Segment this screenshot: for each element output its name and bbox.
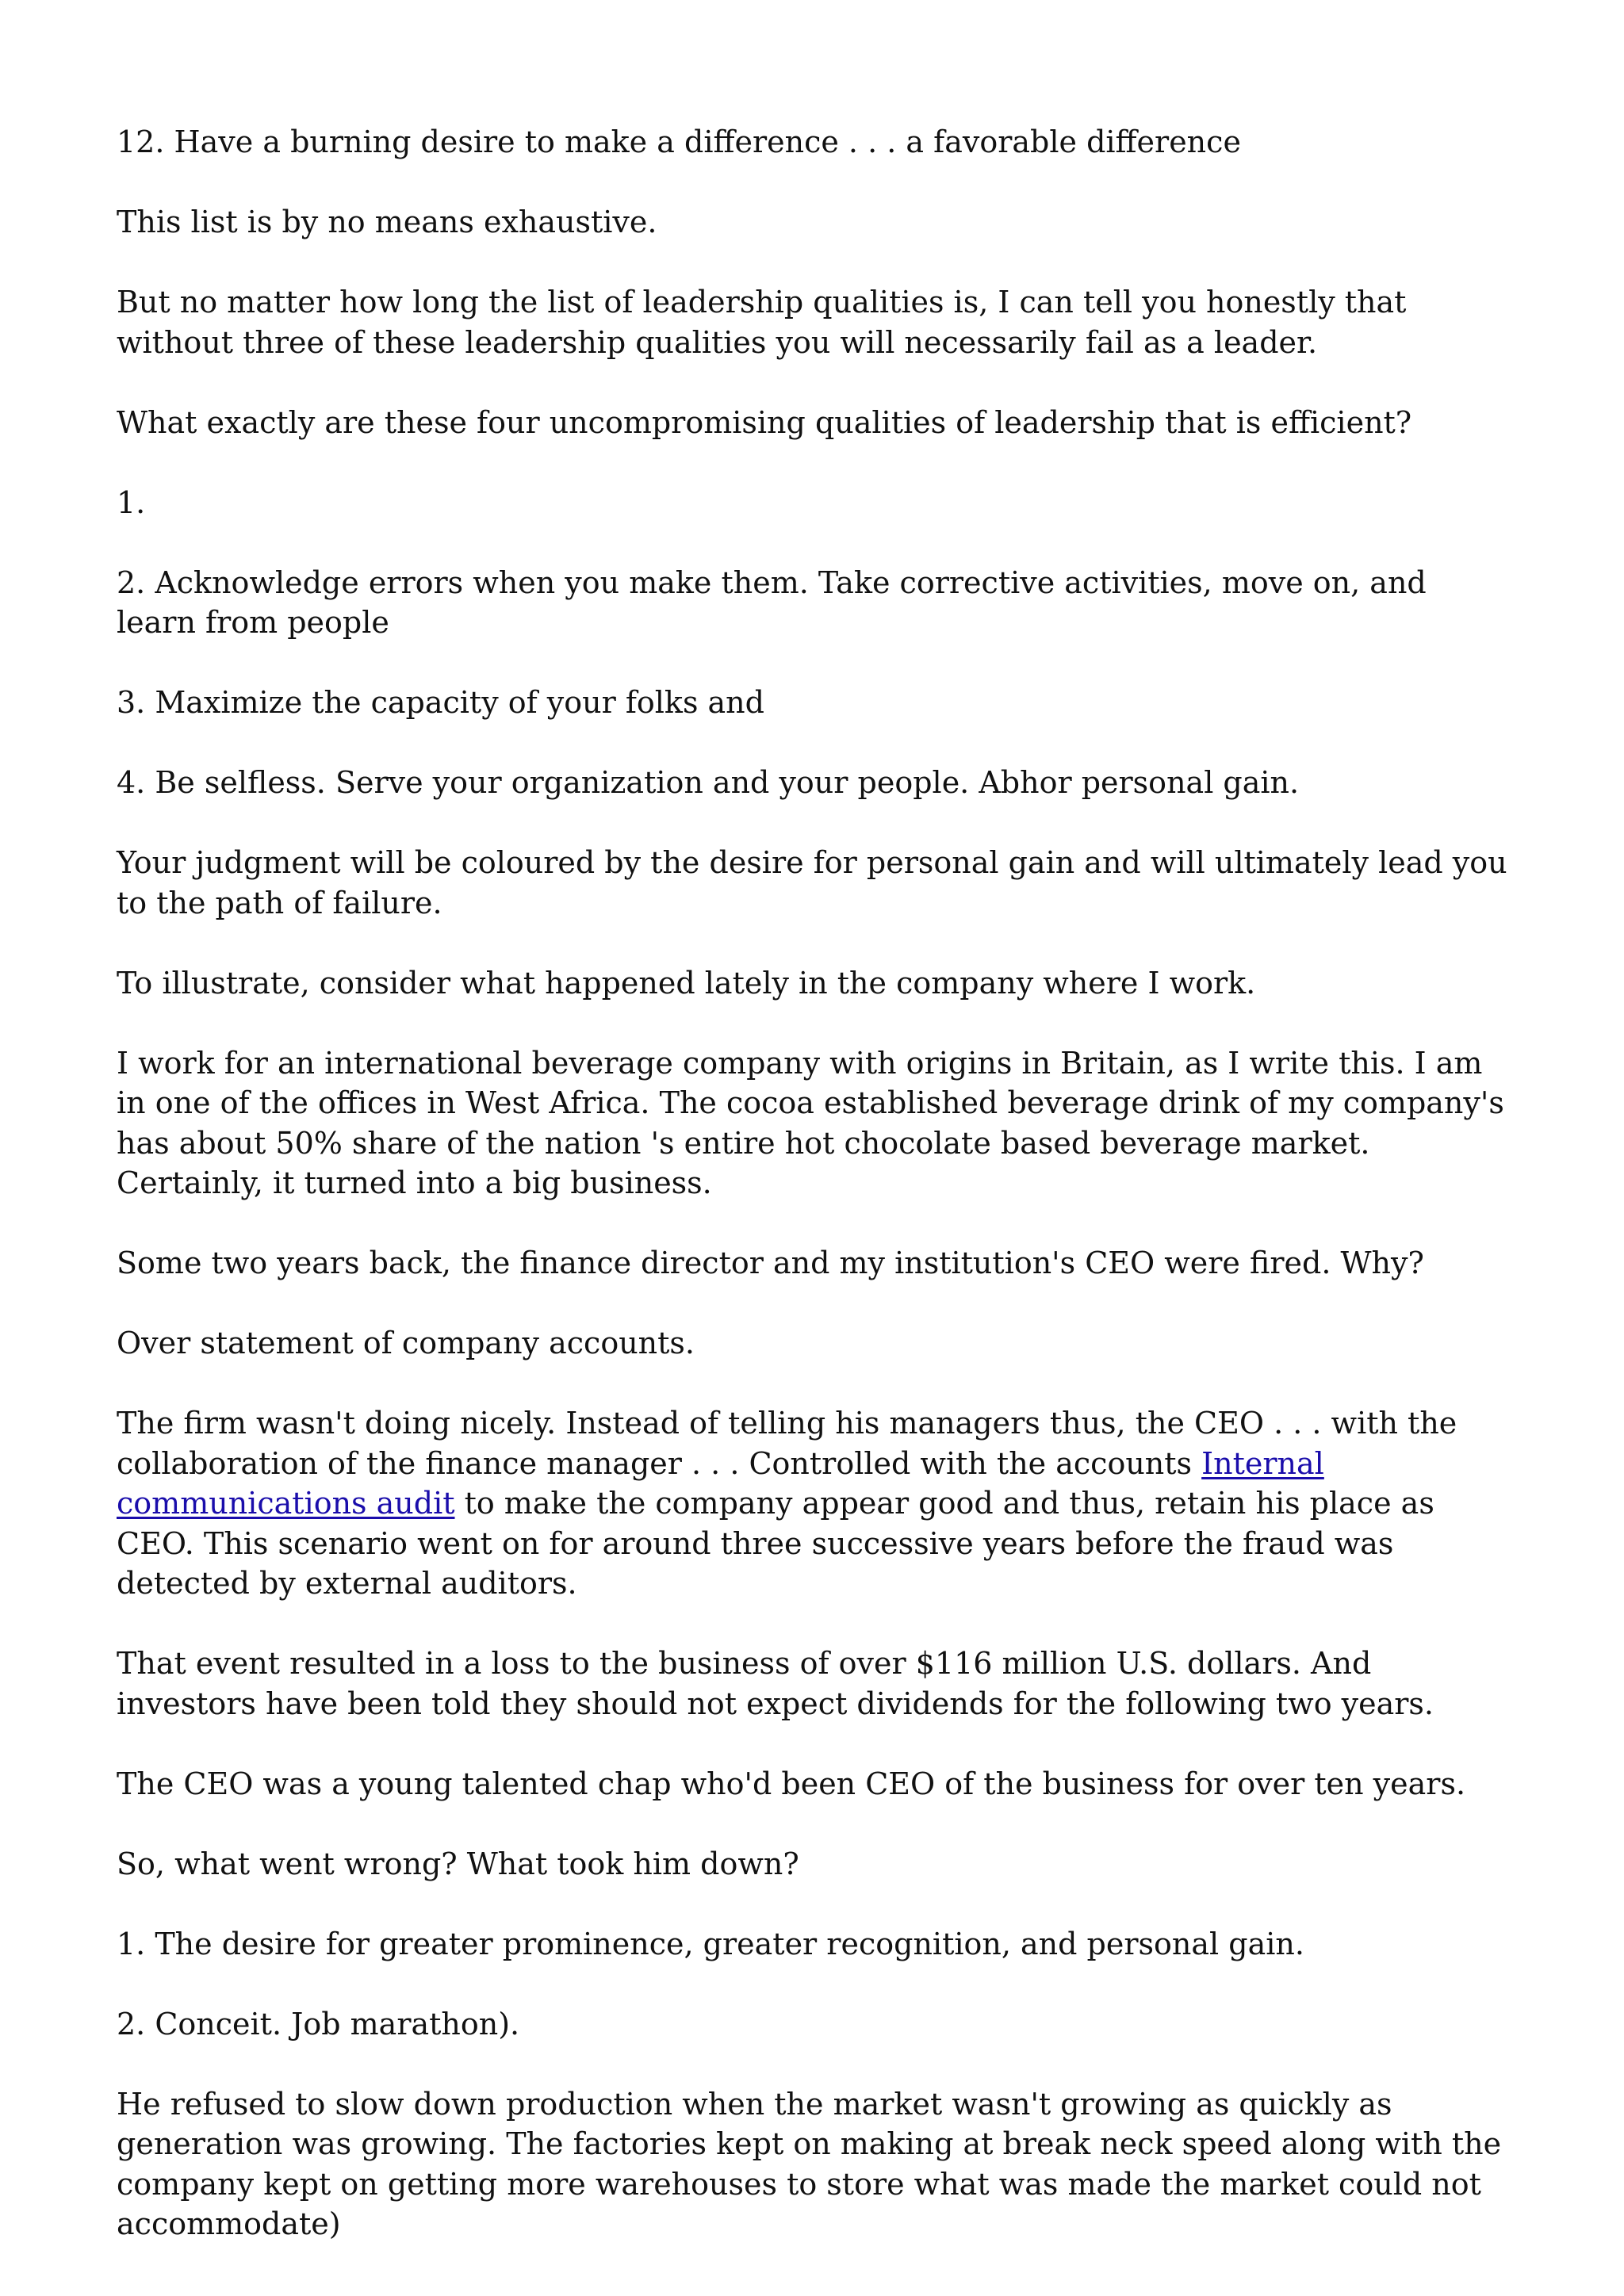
internal-communications-audit-link[interactable]: Internal communications audit xyxy=(117,1445,1324,1521)
reason-item-1: 1. The desire for greater prominence, greater recognition, and personal gain. xyxy=(117,1926,1304,1961)
reason-item-2: 2. Conceit. Job marathon). xyxy=(117,2006,520,2042)
paragraph-over-statement: Over statement of company accounts. xyxy=(117,1326,695,1360)
paragraph-four-qualities-question: What exactly are these four uncompromising qualities of leadership that is efficient? xyxy=(117,404,1412,440)
paragraph-list-not-exhaustive: This list is by no means exhaustive. xyxy=(117,205,657,239)
paragraph-firm-fraud-text-before: The firm wasn't doing nicely. Instead of telling his managers thus, the CEO . . . with the collaboration of the finance manager . . . Controlled with the accounts xyxy=(117,1406,1457,1481)
quality-item-1: 1. xyxy=(117,484,146,520)
quality-item-3: 3. Maximize the capacity of your folks and xyxy=(117,685,764,720)
paragraph-what-went-wrong: So, what went wrong? What took him down? xyxy=(117,1846,799,1881)
quality-item-4: 4. Be selfless. Serve your organization and your people. Abhor personal gain. xyxy=(117,765,1300,800)
paragraph-three-qualities: But no matter how long the list of leadership qualities is, I can tell you honestly that without three of these leadership qualities you will necessarily fail as a leader. xyxy=(117,285,1407,360)
paragraph-judgment: Your judgment will be coloured by the desire for personal gain and will ultimately lead you to the path of failure. xyxy=(117,845,1507,920)
quality-item-2: 2. Acknowledge errors when you make them. Take corrective activities, move on, and learn from people xyxy=(117,564,1427,640)
paragraph-young-ceo: The CEO was a young talented chap who'd been CEO of the business for over ten years. xyxy=(117,1766,1466,1801)
list-item-12: 12. Have a burning desire to make a difference . . . a favorable difference xyxy=(117,124,1241,159)
paragraph-production: He refused to slow down production when the market wasn't growing as quickly as generation was growing. The factories kept on making at break neck speed along with the company kept on getting more warehouses to store what was made the market could not accommodate) xyxy=(117,2086,1502,2241)
document-body xyxy=(117,122,1512,2284)
paragraph-firm-fraud xyxy=(117,1403,1512,1604)
paragraph-beverage-company: I work for an international beverage company with origins in Britain, as I write this. I am in one of the offices in West Africa. The cocoa established beverage drink of my company's has about 50% share of the nation 's entire hot chocolate based beverage market. Certainly, it turned into a big business. xyxy=(117,1045,1504,1200)
paragraph-ceo-fired: Some two years back, the finance director and my institution's CEO were fired. Why? xyxy=(117,1246,1424,1280)
paragraph-illustrate: To illustrate, consider what happened lately in the company where I work. xyxy=(117,965,1256,1001)
paragraph-firm-fraud-text-after: to make the company appear good and thus, retain his place as CEO. This scenario went on for around three successive years before the fraud was detected by external auditors. xyxy=(117,1486,1434,1601)
paragraph-loss: That event resulted in a loss to the business of over $116 million U.S. dollars. And investors have been told they should not expect dividends for the following two years. xyxy=(117,1646,1434,1721)
